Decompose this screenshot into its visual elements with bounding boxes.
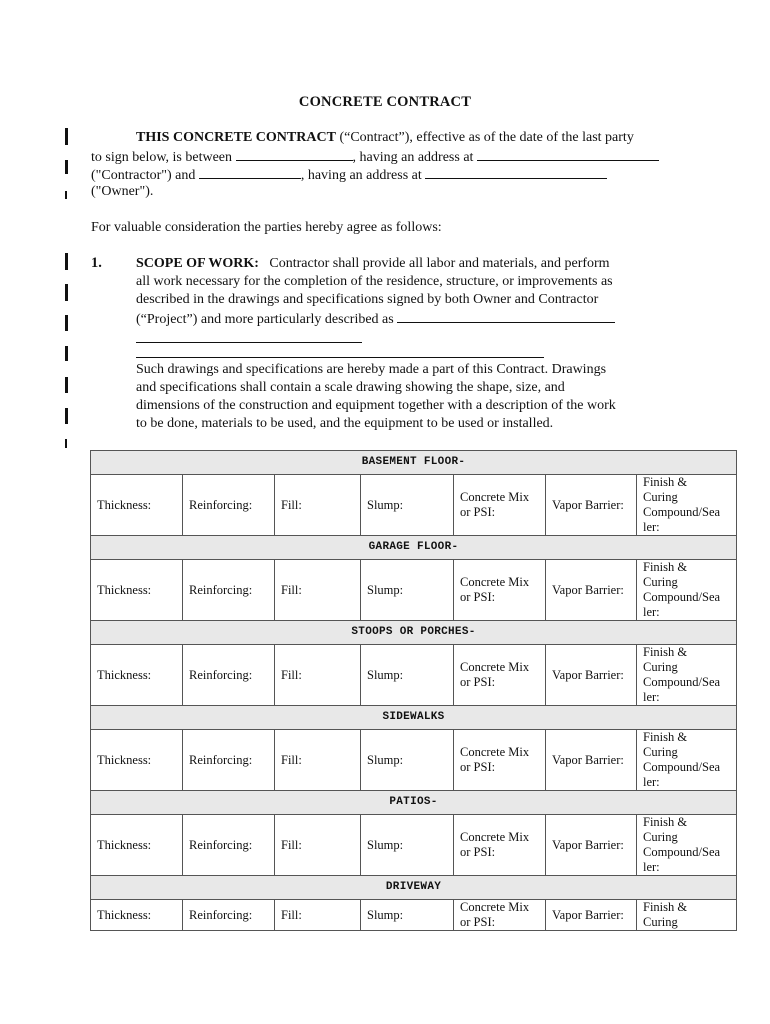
- cell-label: Reinforcing:: [189, 837, 253, 852]
- section-header-row: [91, 451, 737, 475]
- finish-curing-cell[interactable]: [637, 560, 737, 621]
- cell-label: ler:: [643, 775, 660, 789]
- cell-label: Slump:: [367, 582, 404, 597]
- owner-address-blank[interactable]: [425, 165, 607, 179]
- concrete-mix-cell[interactable]: [454, 475, 546, 536]
- fill-cell[interactable]: [275, 645, 361, 706]
- cell-label: or PSI:: [460, 915, 496, 929]
- cell-label: Finish &: [643, 475, 688, 489]
- finish-curing-cell[interactable]: [637, 475, 737, 536]
- cell-label: Finish &: [643, 645, 688, 659]
- intro-line-2: [91, 147, 659, 166]
- spec-row: [91, 560, 737, 621]
- scope-line-3: described in the drawings and specifications signed by both Owner and Contractor: [136, 292, 599, 307]
- intro-lead-rest: (“Contract”), effective as of the date of the last party: [335, 130, 634, 145]
- section-header: GARAGE FLOOR-: [91, 536, 737, 560]
- cell-label: Fill:: [281, 497, 302, 512]
- cell-label: Thickness:: [97, 497, 152, 512]
- contractor-address-blank[interactable]: [477, 147, 659, 161]
- cell-label: Concrete Mix: [460, 575, 530, 589]
- intro-line-1: [136, 129, 634, 146]
- slump-cell[interactable]: [361, 645, 454, 706]
- spec-row: [91, 645, 737, 706]
- fill-cell[interactable]: [275, 475, 361, 536]
- cell-label: Thickness:: [97, 837, 152, 852]
- fill-cell[interactable]: [275, 900, 361, 931]
- section-header: SIDEWALKS: [91, 706, 737, 730]
- section-number: 1.: [91, 255, 102, 271]
- reinforcing-cell[interactable]: [183, 815, 275, 876]
- vapor-barrier-cell[interactable]: [546, 900, 637, 931]
- change-bar: [65, 408, 68, 424]
- cell-label: Thickness:: [97, 752, 152, 767]
- consideration-text: For valuable consideration the parties hereby agree as follows:: [91, 220, 442, 235]
- section-header: BASEMENT FLOOR-: [91, 451, 737, 475]
- finish-curing-cell[interactable]: [637, 730, 737, 791]
- project-description-blank-3[interactable]: [136, 357, 544, 358]
- section-header-row: [91, 706, 737, 730]
- cell-label: ler:: [643, 690, 660, 704]
- slump-cell[interactable]: [361, 560, 454, 621]
- cell-label: Reinforcing:: [189, 582, 253, 597]
- finish-curing-cell[interactable]: [637, 815, 737, 876]
- spec-row: [91, 475, 737, 536]
- section-header-row: [91, 876, 737, 900]
- owner-name-blank[interactable]: [199, 165, 301, 179]
- cell-label: ler:: [643, 860, 660, 874]
- cell-label: Compound/Sea: [643, 505, 721, 519]
- section-header: PATIOS-: [91, 791, 737, 815]
- cell-label: Curing: [643, 830, 678, 844]
- change-bar: [65, 377, 68, 393]
- section-header-row: [91, 791, 737, 815]
- cell-label: Vapor Barrier:: [552, 837, 624, 852]
- scope-text: (“Project”) and more particularly described as: [136, 312, 398, 327]
- intro-text: ("Contractor") and: [91, 168, 199, 183]
- document-title: CONCRETE CONTRACT: [298, 94, 472, 110]
- concrete-mix-cell[interactable]: [454, 900, 546, 931]
- cell-label: Thickness:: [97, 582, 152, 597]
- cell-label: Slump:: [367, 752, 404, 767]
- cell-label: Finish &: [643, 900, 688, 914]
- cell-label: Compound/Sea: [643, 760, 721, 774]
- scope-text: Contractor shall provide all labor and materials, and perform: [269, 256, 610, 271]
- concrete-mix-cell[interactable]: [454, 815, 546, 876]
- change-bar: [65, 160, 68, 174]
- vapor-barrier-cell[interactable]: [546, 730, 637, 791]
- slump-cell[interactable]: [361, 900, 454, 931]
- scope-para2-line-2: and specifications shall contain a scale drawing showing the shape, size, and: [136, 380, 565, 395]
- cell-label: Compound/Sea: [643, 590, 721, 604]
- scope-heading: SCOPE OF WORK:: [136, 256, 259, 271]
- cell-label: Curing: [643, 745, 678, 759]
- thickness-cell[interactable]: [91, 815, 183, 876]
- fill-cell[interactable]: [275, 560, 361, 621]
- cell-label: Vapor Barrier:: [552, 752, 624, 767]
- contractor-name-blank[interactable]: [236, 147, 353, 161]
- cell-label: Finish &: [643, 815, 688, 829]
- project-description-blank-2[interactable]: [136, 342, 362, 343]
- cell-label: ler:: [643, 605, 660, 619]
- vapor-barrier-cell[interactable]: [546, 475, 637, 536]
- thickness-cell[interactable]: [91, 475, 183, 536]
- change-bar: [65, 191, 67, 199]
- intro-text: , having an address at: [300, 168, 426, 183]
- cell-label: Reinforcing:: [189, 907, 253, 922]
- cell-label: Concrete Mix: [460, 490, 530, 504]
- slump-cell[interactable]: [361, 815, 454, 876]
- cell-label: Fill:: [281, 582, 302, 597]
- cell-label: or PSI:: [460, 675, 496, 689]
- cell-label: Reinforcing:: [189, 667, 253, 682]
- change-bar: [65, 346, 68, 361]
- reinforcing-cell[interactable]: [183, 645, 275, 706]
- intro-line-3: [91, 165, 607, 184]
- cell-label: Vapor Barrier:: [552, 497, 624, 512]
- cell-label: Curing: [643, 660, 678, 674]
- cell-label: Fill:: [281, 667, 302, 682]
- scope-para2-line-4: to be done, materials to be used, and the equipment to be used or installed.: [136, 416, 554, 431]
- cell-label: ler:: [643, 520, 660, 534]
- scope-line-4: [136, 309, 615, 328]
- thickness-cell[interactable]: [91, 560, 183, 621]
- intro-text: , having an address at: [352, 150, 477, 165]
- cell-label: Concrete Mix: [460, 660, 530, 674]
- concrete-spec-table: [90, 450, 737, 931]
- vapor-barrier-cell[interactable]: [546, 815, 637, 876]
- cell-label: Vapor Barrier:: [552, 907, 624, 922]
- intro-text: to sign below, is between: [91, 150, 236, 165]
- spec-row: [91, 730, 737, 791]
- scope-para2-line-3: dimensions of the construction and equipment together with a description of the work: [136, 398, 616, 413]
- intro-line-4: ("Owner").: [91, 184, 154, 199]
- scope-line-1: [136, 255, 610, 272]
- cell-label: Thickness:: [97, 667, 152, 682]
- cell-label: Fill:: [281, 907, 302, 922]
- reinforcing-cell[interactable]: [183, 560, 275, 621]
- concrete-mix-cell[interactable]: [454, 730, 546, 791]
- finish-curing-cell[interactable]: [637, 645, 737, 706]
- cell-label: Compound/Sea: [643, 845, 721, 859]
- cell-label: or PSI:: [460, 590, 496, 604]
- scope-line-2: all work necessary for the completion of the residence, structure, or improvements as: [136, 274, 613, 289]
- cell-label: Thickness:: [97, 907, 152, 922]
- spec-row: [91, 900, 737, 931]
- cell-label: Concrete Mix: [460, 830, 530, 844]
- cell-label: Reinforcing:: [189, 497, 253, 512]
- cell-label: Vapor Barrier:: [552, 667, 624, 682]
- scope-para2-line-1: Such drawings and specifications are hereby made a part of this Contract. Drawings: [136, 362, 607, 377]
- change-bar: [65, 315, 68, 331]
- thickness-cell[interactable]: [91, 730, 183, 791]
- thickness-cell[interactable]: [91, 900, 183, 931]
- cell-label: Vapor Barrier:: [552, 582, 624, 597]
- cell-label: Curing: [643, 915, 678, 929]
- finish-curing-cell[interactable]: [637, 900, 737, 931]
- fill-cell[interactable]: [275, 815, 361, 876]
- cell-label: Curing: [643, 490, 678, 504]
- intro-lead: THIS CONCRETE CONTRACT: [136, 130, 336, 145]
- vapor-barrier-cell[interactable]: [546, 560, 637, 621]
- concrete-mix-cell[interactable]: [454, 560, 546, 621]
- reinforcing-cell[interactable]: [183, 730, 275, 791]
- cell-label: Fill:: [281, 837, 302, 852]
- reinforcing-cell[interactable]: [183, 475, 275, 536]
- vapor-barrier-cell[interactable]: [546, 645, 637, 706]
- reinforcing-cell[interactable]: [183, 900, 275, 931]
- cell-label: Fill:: [281, 752, 302, 767]
- thickness-cell[interactable]: [91, 645, 183, 706]
- project-description-blank[interactable]: [397, 309, 615, 323]
- cell-label: or PSI:: [460, 845, 496, 859]
- section-header: STOOPS OR PORCHES-: [91, 621, 737, 645]
- spec-row: [91, 815, 737, 876]
- cell-label: Finish &: [643, 560, 688, 574]
- cell-label: Slump:: [367, 907, 404, 922]
- change-bar: [65, 439, 67, 448]
- cell-label: Concrete Mix: [460, 900, 530, 914]
- change-bar: [65, 284, 68, 301]
- section-header-row: [91, 536, 737, 560]
- fill-cell[interactable]: [275, 730, 361, 791]
- cell-label: Slump:: [367, 837, 404, 852]
- cell-label: Compound/Sea: [643, 675, 721, 689]
- cell-label: Slump:: [367, 667, 404, 682]
- section-header-row: [91, 621, 737, 645]
- change-bar: [65, 253, 68, 270]
- concrete-mix-cell[interactable]: [454, 645, 546, 706]
- slump-cell[interactable]: [361, 730, 454, 791]
- cell-label: Concrete Mix: [460, 745, 530, 759]
- cell-label: Slump:: [367, 497, 404, 512]
- slump-cell[interactable]: [361, 475, 454, 536]
- cell-label: Reinforcing:: [189, 752, 253, 767]
- cell-label: or PSI:: [460, 760, 496, 774]
- cell-label: or PSI:: [460, 505, 496, 519]
- change-bar: [65, 128, 68, 145]
- cell-label: Curing: [643, 575, 678, 589]
- section-header: DRIVEWAY: [91, 876, 737, 900]
- cell-label: Finish &: [643, 730, 688, 744]
